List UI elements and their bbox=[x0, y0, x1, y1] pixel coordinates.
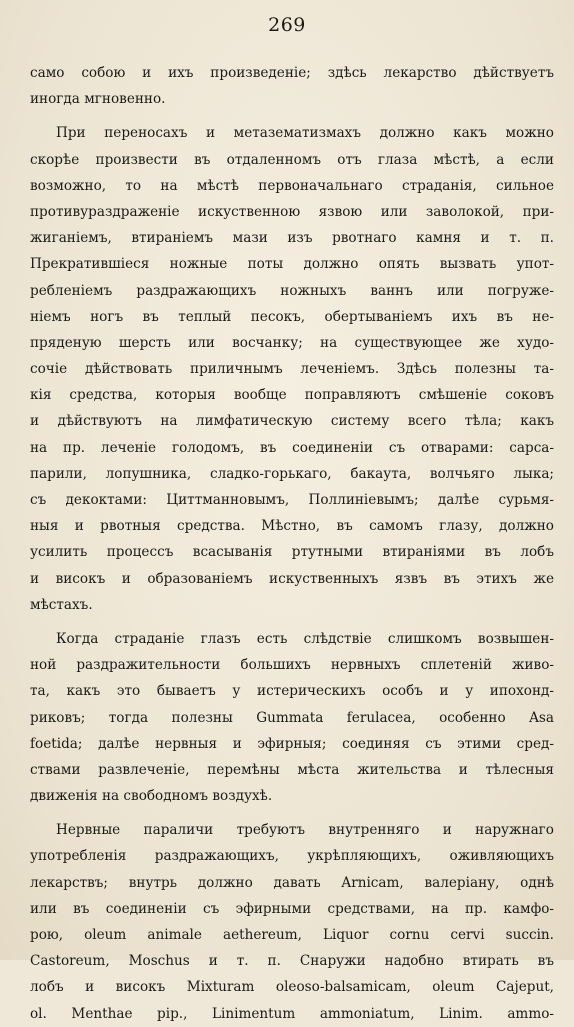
text-line: кія средства, которыя вообще поправляютъ смѣшеніе соковъ bbox=[30, 387, 554, 404]
text-line: мѣстахъ. bbox=[30, 596, 93, 613]
text-line: ніемъ ногъ въ теплый песокъ, обертываніемъ ихъ въ не- bbox=[30, 308, 554, 325]
paragraph bbox=[30, 626, 554, 809]
text-line: ныя и рвотныя средства. Мѣстно, въ самомъ глазу, должно bbox=[30, 518, 554, 535]
page-number: 269 bbox=[268, 14, 306, 36]
text-line: или въ соединеніи съ эфирными средствами, на пр. камфо- bbox=[30, 900, 554, 917]
text-line: и високъ и образованіемъ искуственныхъ язвъ въ этихъ же bbox=[30, 570, 554, 587]
text-line: пряденую шерсть или восчанку; на существующее же худо- bbox=[30, 334, 554, 351]
text-line: съ декоктами: Циттманновымъ, Поллиніевымъ; далѣе сурьмя- bbox=[30, 492, 554, 508]
text-line: противураздраженіе искуственною язвою или заволокой, при- bbox=[30, 203, 554, 220]
text-line: лобъ и високъ Mixturam oleoso-balsamicam, oleum Cajeput, bbox=[30, 979, 554, 996]
text-line: и дѣйствуютъ на лимфатическую систему всего тѣла; какъ bbox=[30, 413, 554, 430]
text-line: скорѣе произвести въ отдаленномъ отъ глаза мѣстѣ, а если bbox=[30, 151, 554, 168]
text-line: та, какъ это бываетъ у истерическихъ особъ и у ипохонд- bbox=[30, 683, 554, 700]
paragraph bbox=[30, 817, 554, 1027]
text-line: парили, лопушника, сладко-горькаго, бакаута, волчьяго лыка; bbox=[30, 465, 554, 482]
text-line: иногда мгновенно. bbox=[30, 91, 166, 108]
text-line: ol. Menthae pip., Linimentum ammoniatum, Linim. ammo- bbox=[30, 1005, 554, 1022]
text-line: Прекратившіеся ножные поты должно опять вызвать упот- bbox=[30, 256, 554, 273]
text-line: При переносахъ и метазематизмахъ должно какъ можно bbox=[56, 125, 554, 142]
text-line: рою, oleum animale aethereum, Liquor cornu cervi succin. bbox=[30, 927, 554, 943]
text-line: ной раздражительности большихъ нервныхъ сплетеній живо- bbox=[30, 657, 554, 674]
text-line: ствами развлеченіе, перемѣны мѣста жительства и тѣлесныя bbox=[30, 761, 554, 778]
text-line: Castoreum, Moschus и т. п. Снаружи надобно втирать въ bbox=[30, 953, 554, 970]
text-line: само собою и ихъ произведеніе; здѣсь лекарство дѣйствуетъ bbox=[30, 65, 554, 81]
body-text bbox=[30, 60, 554, 1027]
text-line: Когда страданіе глазъ есть слѣдствіе слишкомъ возвышен- bbox=[56, 630, 554, 647]
text-line: лекарствъ; внутрь должно давать Arnicam, валеріану, однѣ bbox=[30, 874, 554, 891]
text-line: движенія на свободномъ воздухѣ. bbox=[30, 788, 273, 805]
text-line: усилить процессъ всасыванія ртутными втираніями въ лобъ bbox=[30, 544, 554, 561]
text-line: ребленіемъ раздражающихъ ножныхъ ваннъ или погруже- bbox=[30, 282, 554, 299]
text-line: жиганіемъ, втираніемъ мази изъ рвотнаго камня и т. п. bbox=[30, 230, 554, 247]
text-line: риковъ; тогда полезны Gummata ferulacea, особенно Asa bbox=[30, 709, 554, 726]
text-line: на пр. леченіе голодомъ, въ соединеніи съ отварами: сарса- bbox=[30, 439, 554, 456]
text-line: foetida; далѣе нервныя и эфирныя; соединяя съ этими сред- bbox=[30, 735, 554, 752]
text-line: сочіе дѣйствовать приличнымъ леченіемъ. Здѣсь полезны та- bbox=[30, 361, 554, 378]
paragraph bbox=[30, 60, 554, 112]
paragraph bbox=[30, 120, 554, 618]
text-line: Нервные параличи требуютъ внутренняго и наружнаго bbox=[56, 822, 554, 839]
text-line: возможно, то на мѣстѣ первоначальнаго страданія, сильное bbox=[30, 177, 554, 194]
text-line: употребленія раздражающихъ, укрѣпляющихъ, оживляющихъ bbox=[30, 848, 554, 865]
